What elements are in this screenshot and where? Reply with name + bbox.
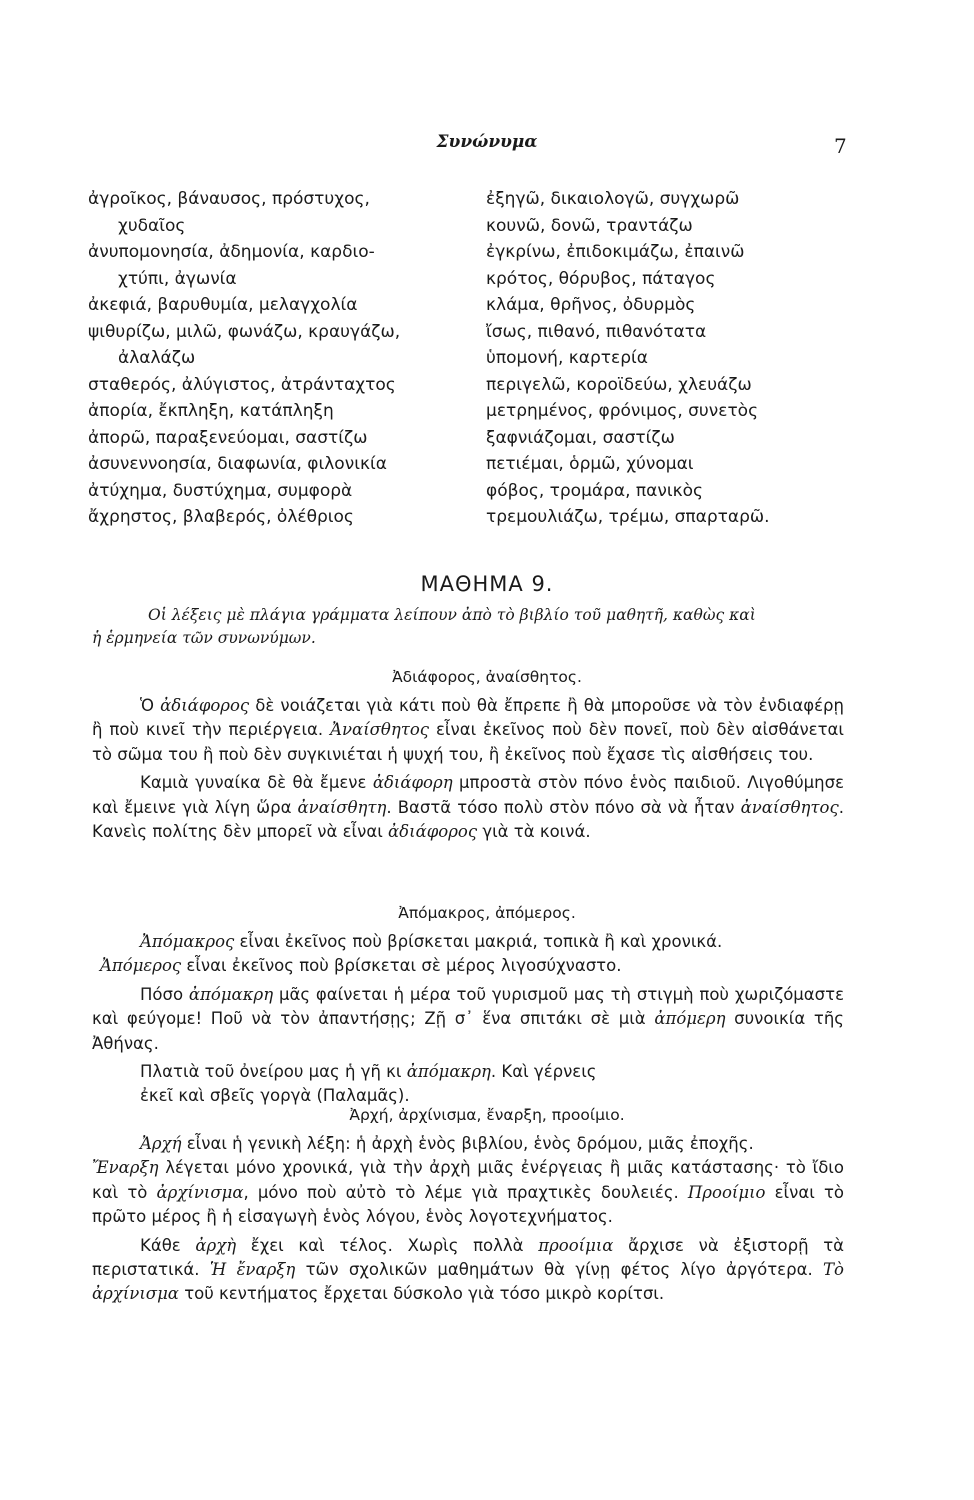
- keyword: ἀρχίνισμα: [156, 1182, 244, 1202]
- synonym-line: ἀπορία, ἔκπληξη, κατάπληξη: [88, 401, 334, 421]
- definition-paragraph: Ἀπόμερος εἶναι ἐκεῖνος ποὺ βρίσκεται σὲ μέρος λιγοσύχναστο.: [100, 956, 622, 976]
- synonym-line: ψιθυρίζω, μιλῶ, φωνάζω, κραυγάζω,: [88, 321, 401, 342]
- synonym-line: μετρημένος, φρόνιμος, συνετὸς: [486, 401, 759, 421]
- synonym-line: ἀσυνεννοησία, διαφωνία, φιλονικία: [88, 454, 387, 474]
- example-paragraph: Καμιὰ γυναίκα δὲ θὰ ἔμενε ἀδιάφορη μπροστὰ στὸν πόνο ἑνὸς παιδιοῦ. Λιγοθύμησε καὶ ἔμεινε γιὰ λίγη ὥρα ἀναίσθητη. Βαστᾶ τόσο πολὺ στὸν πόνο σὰ νὰ ἦταν ἀναίσθητος. Κανεὶς πολίτης δὲν μπορεῖ νὰ εἶναι ἀδιάφορος γιὰ τὰ κοινά.: [92, 773, 844, 842]
- keyword: προοίμια: [538, 1235, 614, 1255]
- keyword: Ἀπόμερος: [100, 956, 182, 976]
- section-heading-adiaforos: Ἀδιάφορος, ἀναίσθητος.: [392, 668, 582, 686]
- synonym-line: περιγελῶ, κοροϊδεύω, χλευάζω: [486, 374, 752, 395]
- keyword: Ἀρχή: [140, 1134, 182, 1153]
- example-paragraph: Πόσο ἀπόμακρη μᾶς φαίνεται ἡ μέρα τοῦ γυρισμοῦ μας τὴ στιγμὴ ποὺ χωριζόμαστε καὶ φεύγομε! Ποῦ νὰ τὸν ἀπαντήσῃς; Ζῇ σ᾽ ἕνα σπιτάκι σὲ μιὰ ἀπόμερη συνοικία τῆς Ἀθήνας.: [92, 984, 844, 1053]
- section-heading-arxi: Ἀρχή, ἀρχίνισμα, ἔναρξη, προοίμιο.: [349, 1106, 625, 1124]
- synonym-line: ἴσως, πιθανό, πιθανότατα: [486, 321, 707, 342]
- section-body-adiaforos: [92, 694, 844, 844]
- synonym-line: τρεμουλιάζω, τρέμω, σπαρταρῶ.: [486, 507, 770, 527]
- verse-line: ἐκεῖ καὶ σβεῖς γοργὰ (Παλαμᾶς).: [140, 1086, 410, 1106]
- synonym-line: πετιέμαι, ὁρμῶ, χύνομαι: [486, 454, 694, 474]
- synonym-line: ἐγκρίνω, ἐπιδοκιμάζω, ἐπαινῶ: [486, 242, 745, 262]
- keyword: ἀπόμακρη: [406, 1062, 491, 1082]
- lesson-instruction: [92, 604, 844, 650]
- keyword: ἀπόμερη: [654, 1009, 726, 1029]
- keyword: ἀδιάφορος: [160, 696, 250, 715]
- keyword: ἀρχὴ: [195, 1235, 237, 1255]
- synonym-line: κλάμα, θρῆνος, ὀδυρμὸς: [486, 295, 696, 315]
- section-body-apomakros: [92, 930, 844, 1109]
- keyword: Ἔναρξη: [92, 1158, 159, 1178]
- synonym-line: ἀλαλάζω: [118, 348, 196, 368]
- keyword: Προοίμιο: [687, 1182, 766, 1202]
- keyword: Τὸ ἀρχίνισμα: [92, 1260, 844, 1304]
- keyword: ἀπόμακρη: [188, 984, 274, 1004]
- page-number: 7: [834, 134, 847, 158]
- synonym-line: ἀνυπομονησία, ἀδημονία, καρδιο-: [88, 242, 375, 262]
- definition-paragraph: Ἀπόμακρος εἶναι ἐκεῖνος ποὺ βρίσκεται μακριά, τοπικὰ ἢ καὶ χρονικά.: [140, 932, 723, 951]
- synonym-line: ἀπορῶ, παραξενεύομαι, σαστίζω: [88, 427, 368, 448]
- instruction-line: Οἱ λέξεις μὲ πλάγια γράμματα λείπουν ἀπὸ τὸ βιβλίο τοῦ μαθητῆ, καθὼς καὶ: [148, 606, 756, 624]
- definition-paragraph: Ἀρχή εἶναι ἡ γενικὴ λέξη: ἡ ἀρχὴ ἑνὸς βιβλίου, ἑνὸς δρόμου, μιᾶς ἐποχῆς.: [140, 1134, 754, 1153]
- synonym-line: ἄχρηστος, βλαβερός, ὀλέθριος: [88, 507, 354, 527]
- synonym-line: ἀγροῖκος, βάναυσος, πρόστυχος,: [88, 189, 370, 209]
- keyword: Ἀναίσθητος: [330, 720, 430, 740]
- section-heading-apomakros: Ἀπόμακρος, ἀπόμερος.: [398, 904, 576, 922]
- keyword: Ἀπόμακρος: [140, 932, 235, 951]
- keyword: ἀδιάφορη: [372, 773, 453, 793]
- synonym-line: ἀκεφιά, βαρυθυμία, μελαγχολία: [88, 295, 358, 315]
- synonym-line: χυδαῖος: [118, 215, 186, 236]
- verse-quote: [92, 1060, 844, 1109]
- keyword: ἀναίσθητη: [297, 797, 387, 817]
- section-body-arxi: [92, 1132, 844, 1307]
- verse-line: Πλατιὰ τοῦ ὀνείρου μας ἡ γῆ κι ἀπόμακρη. Καὶ γέρνεις: [140, 1062, 597, 1082]
- synonym-line: κουνῶ, δονῶ, τραντάζω: [486, 215, 693, 236]
- definition-paragraph: Ὁ ἀδιάφορος δὲ νοιάζεται γιὰ κάτι ποὺ θὰ ἔπρεπε ἢ θὰ μποροῦσε νὰ τὸν ἐνδιαφέρῃ ἢ ποὺ κινεῖ τὴν περιέργεια. Ἀναίσθητος εἶναι ἐκεῖνος ποὺ δὲν πονεῖ, ποὺ δὲν αἰσθάνεται τὸ σῶμα του ἢ ποὺ δὲν συγκινιέται ἡ ψυχή του, ἢ ἐκεῖνος ποὺ ἔχασε τὶς αἰσθήσεις του.: [92, 696, 844, 764]
- keyword: Ἡ ἔναρξη: [209, 1260, 296, 1280]
- synonyms-left-column: [88, 186, 418, 531]
- keyword: ἀδιάφορος: [388, 822, 478, 842]
- synonym-line: ἀτύχημα, δυστύχημα, συμφορὰ: [88, 480, 353, 501]
- synonym-line: κρότος, θόρυβος, πάταγος: [486, 268, 716, 289]
- synonym-line: σταθερός, ἀλύγιστος, ἀτράνταχτος: [88, 374, 396, 395]
- synonym-line: χτύπι, ἀγωνία: [118, 268, 237, 289]
- definition-paragraph: Ἔναρξη λέγεται μόνο χρονικά, γιὰ τὴν ἀρχὴ μιᾶς ἐνέργειας ἢ μιᾶς κατάστασης· τὸ ἴδιο καὶ τὸ ἀρχίνισμα, μόνο ποὺ αὐτὸ τὸ λέμε γιὰ πραχτικὲς δουλειές. Προοίμιο εἶναι τὸ πρῶτο μέρος ἢ ἡ εἰσαγωγὴ ἑνὸς λόγου, ἑνὸς λογοτεχνήματος.: [92, 1158, 845, 1227]
- running-title: Συνώνυμα: [436, 132, 538, 152]
- instruction-line: ἡ ἑρμηνεία τῶν συνωνύμων.: [92, 629, 316, 647]
- synonym-line: ἐξηγῶ, δικαιολογῶ, συγχωρῶ: [486, 189, 740, 209]
- keyword: ἀναίσθητος: [740, 797, 839, 817]
- synonym-line: ξαφνιάζομαι, σαστίζω: [486, 427, 675, 448]
- synonym-line: φόβος, τρομάρα, πανικὸς: [486, 480, 703, 501]
- synonyms-right-column: [486, 186, 826, 531]
- synonym-line: ὑπομονή, καρτερία: [486, 348, 648, 368]
- lesson-title: ΜΑΘΗΜΑ 9.: [420, 572, 554, 596]
- example-paragraph: Κάθε ἀρχὴ ἔχει καὶ τέλος. Χωρὶς πολλὰ προοίμια ἄρχισε νὰ ἐξιστορῇ τὰ περιστατικά. Ἡ ἔναρξη τῶν σχολικῶν μαθημάτων θὰ γίνῃ φέτος λίγο ἀργότερα. Τὸ ἀρχίνισμα τοῦ κεντήματος ἔρχεται δύσκολο γιὰ τόσο μικρὸ κορίτσι.: [92, 1235, 845, 1304]
